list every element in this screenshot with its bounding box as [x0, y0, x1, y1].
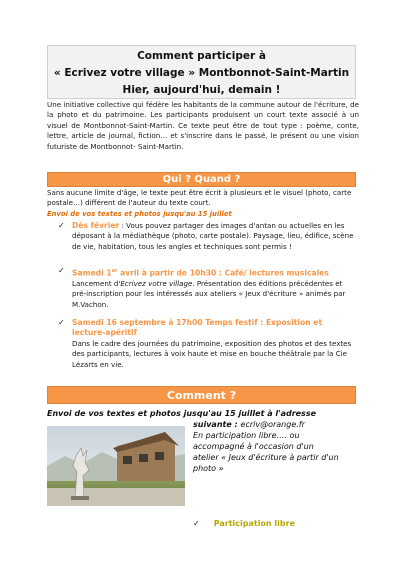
bullet-heading: Samedi 16 septembre à 17h00 Temps festif : Exposition et lecture-apéritif	[72, 318, 323, 338]
title-line-3: Hier, aujourd'hui, demain !	[122, 84, 281, 96]
participation-libre	[193, 518, 295, 529]
qui-quand-banner: Qui ? Quand ?	[47, 172, 356, 187]
village-photo	[47, 426, 185, 506]
check-mark-icon: ✓	[58, 266, 65, 275]
email-link[interactable]: ecriv@orange.fr	[240, 420, 305, 429]
bullet-text: Vous pouvez partager des images d'antan ou actuelles en les déposant à la médiathèque (photo, carte postale). Paysage, lieu, édifice, scène de vie, habitation, tous les angles et techniques sont permis !	[72, 221, 354, 251]
address-notice: Envoi de vos textes et photos jusqu'au 15 juillet à l'adresse	[47, 409, 317, 418]
deadline-notice: Envoi de vos textes et photos jusqu'au 15 juillet	[47, 210, 232, 218]
bullet-text: Dans le cadre des journées du patrimoine, exposition des photos et des textes des participants, lectures à voix haute et mise en bouche théâtrale par la Cie Lézarts en vie.	[72, 338, 352, 369]
check-mark-icon: ✓	[58, 318, 65, 327]
title-box	[47, 45, 356, 99]
title-line-2: « Ecrivez votre village » Montbonnot-Saint-Martin	[53, 67, 350, 79]
address-line: suivante : ecriv@orange.fr	[193, 420, 305, 429]
bullet-text: Lancement d'Ecrivez votre village. Présentation des éditions précédentes et pré-inscription pour les intéressés aux ateliers « Jeux d'écriture » animés par M.Vachon.	[72, 278, 346, 309]
bullet-avril	[58, 266, 358, 310]
bullet-heading: Dès février	[72, 221, 120, 230]
bullet-septembre	[58, 318, 358, 370]
bullet-separator: :	[119, 221, 127, 230]
details-line: photo »	[193, 464, 224, 473]
details-line: atelier « Jeux d'écriture à partir d'un	[193, 453, 339, 462]
details-line: accompagné à l'occasion d'un	[193, 442, 314, 451]
bullet-heading: Samedi 1er avril à partir de 10h30 : Café/ lectures musicales	[72, 268, 329, 278]
details-line: En participation libre…. ou	[193, 431, 300, 440]
participation-details	[193, 430, 363, 474]
intro-paragraph: Une initiative collective qui fédère les habitants de la commune autour de l'écriture, de la photo et du patrimoine. Les participants produisent un court texte associé à un visuel de Montbonnot-Saint-Martin. Ce texte peut être de tout type : poème, conte, lettre, article de journal, fiction… et s'inscrire dans le passé, le présent ou une vision futuriste de Montbonnot- Saint-Martin.	[47, 100, 359, 151]
check-mark-icon: ✓	[58, 221, 65, 230]
participation-label: Participation libre	[213, 519, 295, 528]
comment-banner: Comment ?	[47, 386, 356, 404]
check-mark-icon: ✓	[193, 519, 200, 528]
age-limit-paragraph: Sans aucune limite d'âge, le texte peut être écrit à plusieurs et le visuel (photo, carte postale…) différent de l'auteur du texte court.	[47, 188, 352, 208]
bullet-fevrier	[58, 221, 358, 252]
title-line-1: Comment participer à	[137, 50, 266, 62]
